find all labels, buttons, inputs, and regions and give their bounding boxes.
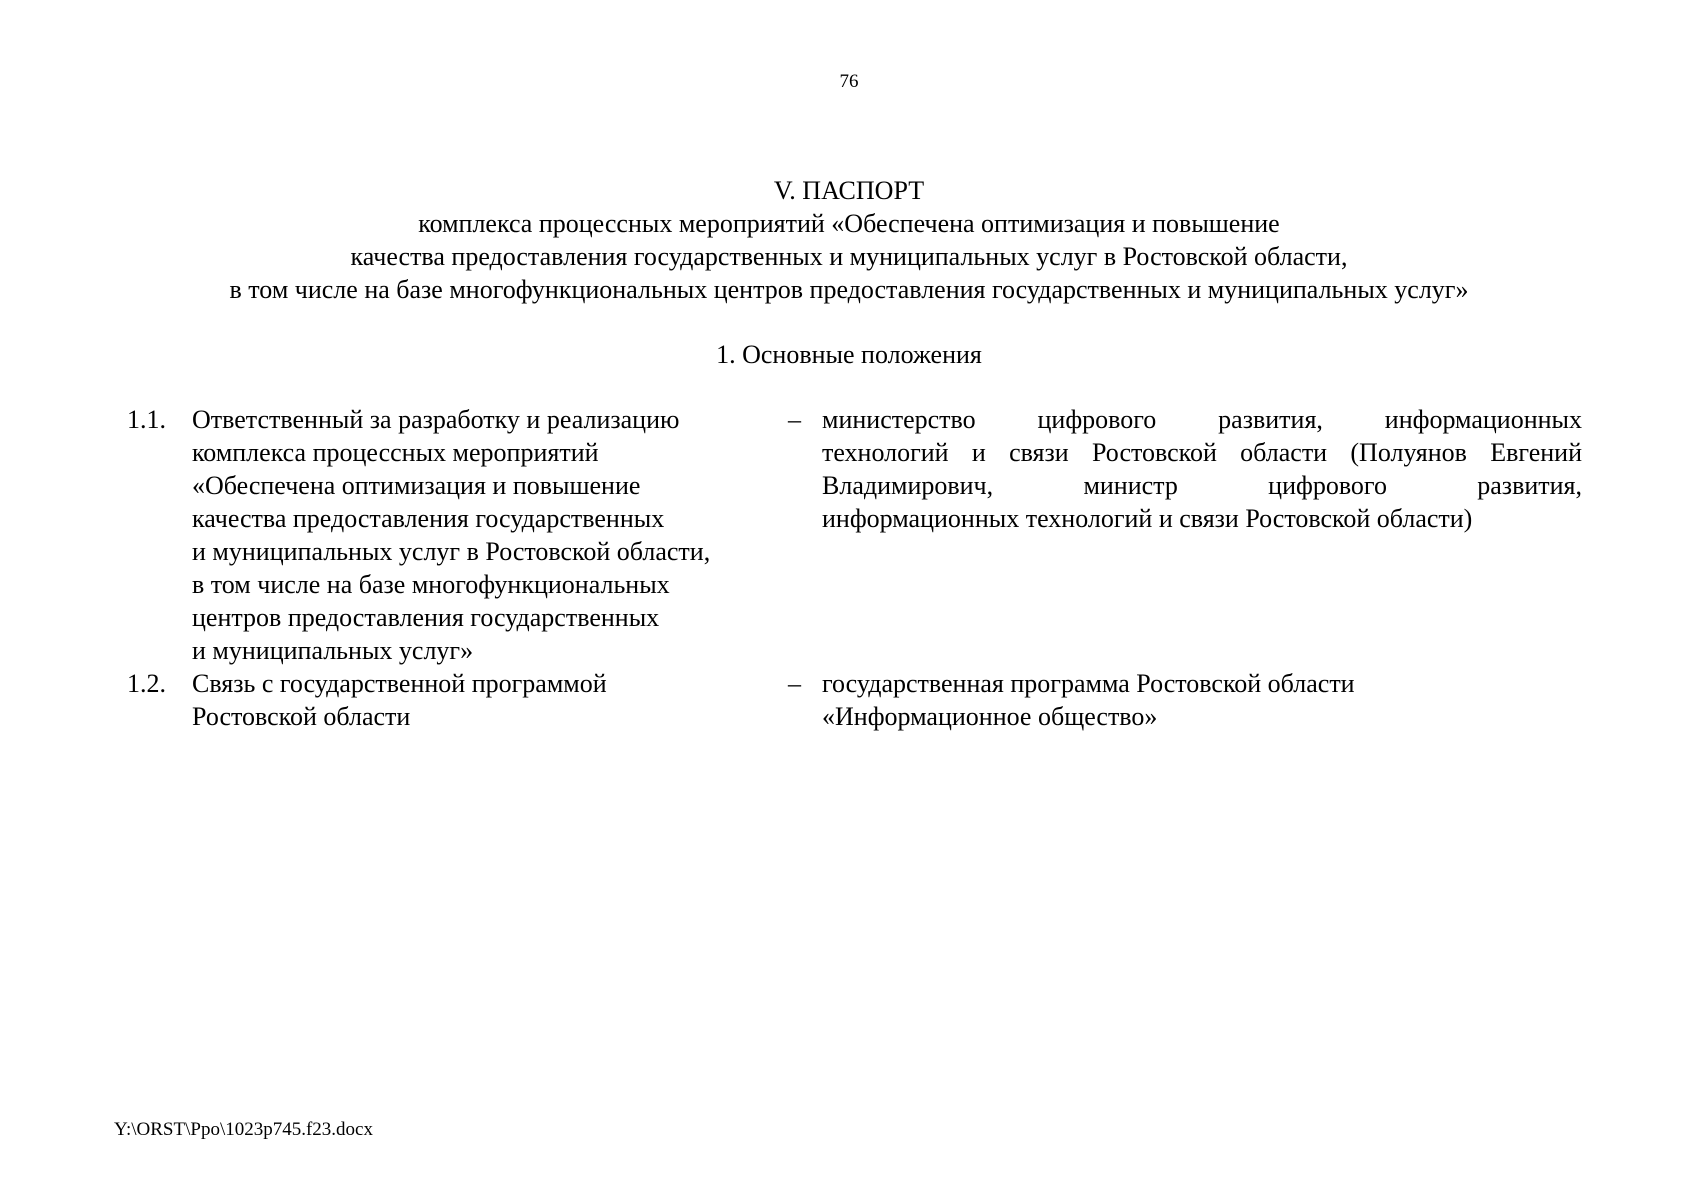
- item-number: 1.1.: [127, 405, 166, 434]
- heading-line: комплекса процессных мероприятий «Обеспечена оптимизация и повышение: [418, 209, 1280, 238]
- item-value-line: министерство цифрового развития, информационных: [822, 405, 1582, 434]
- heading-line: в том числе на базе многофункциональных центров предоставления государственных и муниципальных услуг»: [229, 275, 1469, 304]
- item-label-line: и муниципальных услуг в Ростовской области,: [192, 537, 711, 566]
- page-number: 76: [839, 71, 859, 92]
- file-path-footer: Y:\ORST\Ppo\1023p745.f23.docx: [114, 1119, 373, 1140]
- item-label-line: центров предоставления государственных: [192, 603, 660, 632]
- item-label-line: качества предоставления государственных: [192, 504, 665, 533]
- item-value-line: государственная программа Ростовской области: [822, 669, 1355, 698]
- item-value-line: информационных технологий и связи Ростовской области): [822, 504, 1473, 533]
- heading-title: V. ПАСПОРТ: [773, 176, 925, 205]
- item-number: 1.2.: [127, 669, 166, 698]
- item-value-line: Владимирович, министр цифрового развития,: [822, 471, 1582, 500]
- item-label-line: комплекса процессных мероприятий: [192, 438, 599, 467]
- item-dash: –: [788, 405, 801, 434]
- item-label-line: Ростовской области: [192, 702, 411, 731]
- heading-line: качества предоставления государственных и муниципальных услуг в Ростовской области,: [350, 242, 1348, 271]
- document-heading: [0, 174, 1698, 306]
- section-title: 1. Основные положения: [716, 340, 982, 369]
- item-label-line: Связь с государственной программой: [192, 669, 607, 698]
- item-label-line: Ответственный за разработку и реализацию: [192, 405, 680, 434]
- item-value: [822, 667, 1582, 733]
- item-label: [192, 403, 782, 667]
- item-value-line: технологий и связи Ростовской области (Полуянов Евгений: [822, 438, 1582, 467]
- provisions-list: [127, 403, 1592, 733]
- item-value-line: «Информационное общество»: [822, 702, 1158, 731]
- item-value: [822, 403, 1582, 535]
- item-label-line: и муниципальных услуг»: [192, 636, 474, 665]
- provision-item: [127, 667, 1592, 733]
- item-label-line: в том числе на базе многофункциональных: [192, 570, 670, 599]
- item-label-line: «Обеспечена оптимизация и повышение: [192, 471, 641, 500]
- provision-item: [127, 403, 1592, 667]
- item-dash: –: [788, 669, 801, 698]
- item-label: [192, 667, 782, 733]
